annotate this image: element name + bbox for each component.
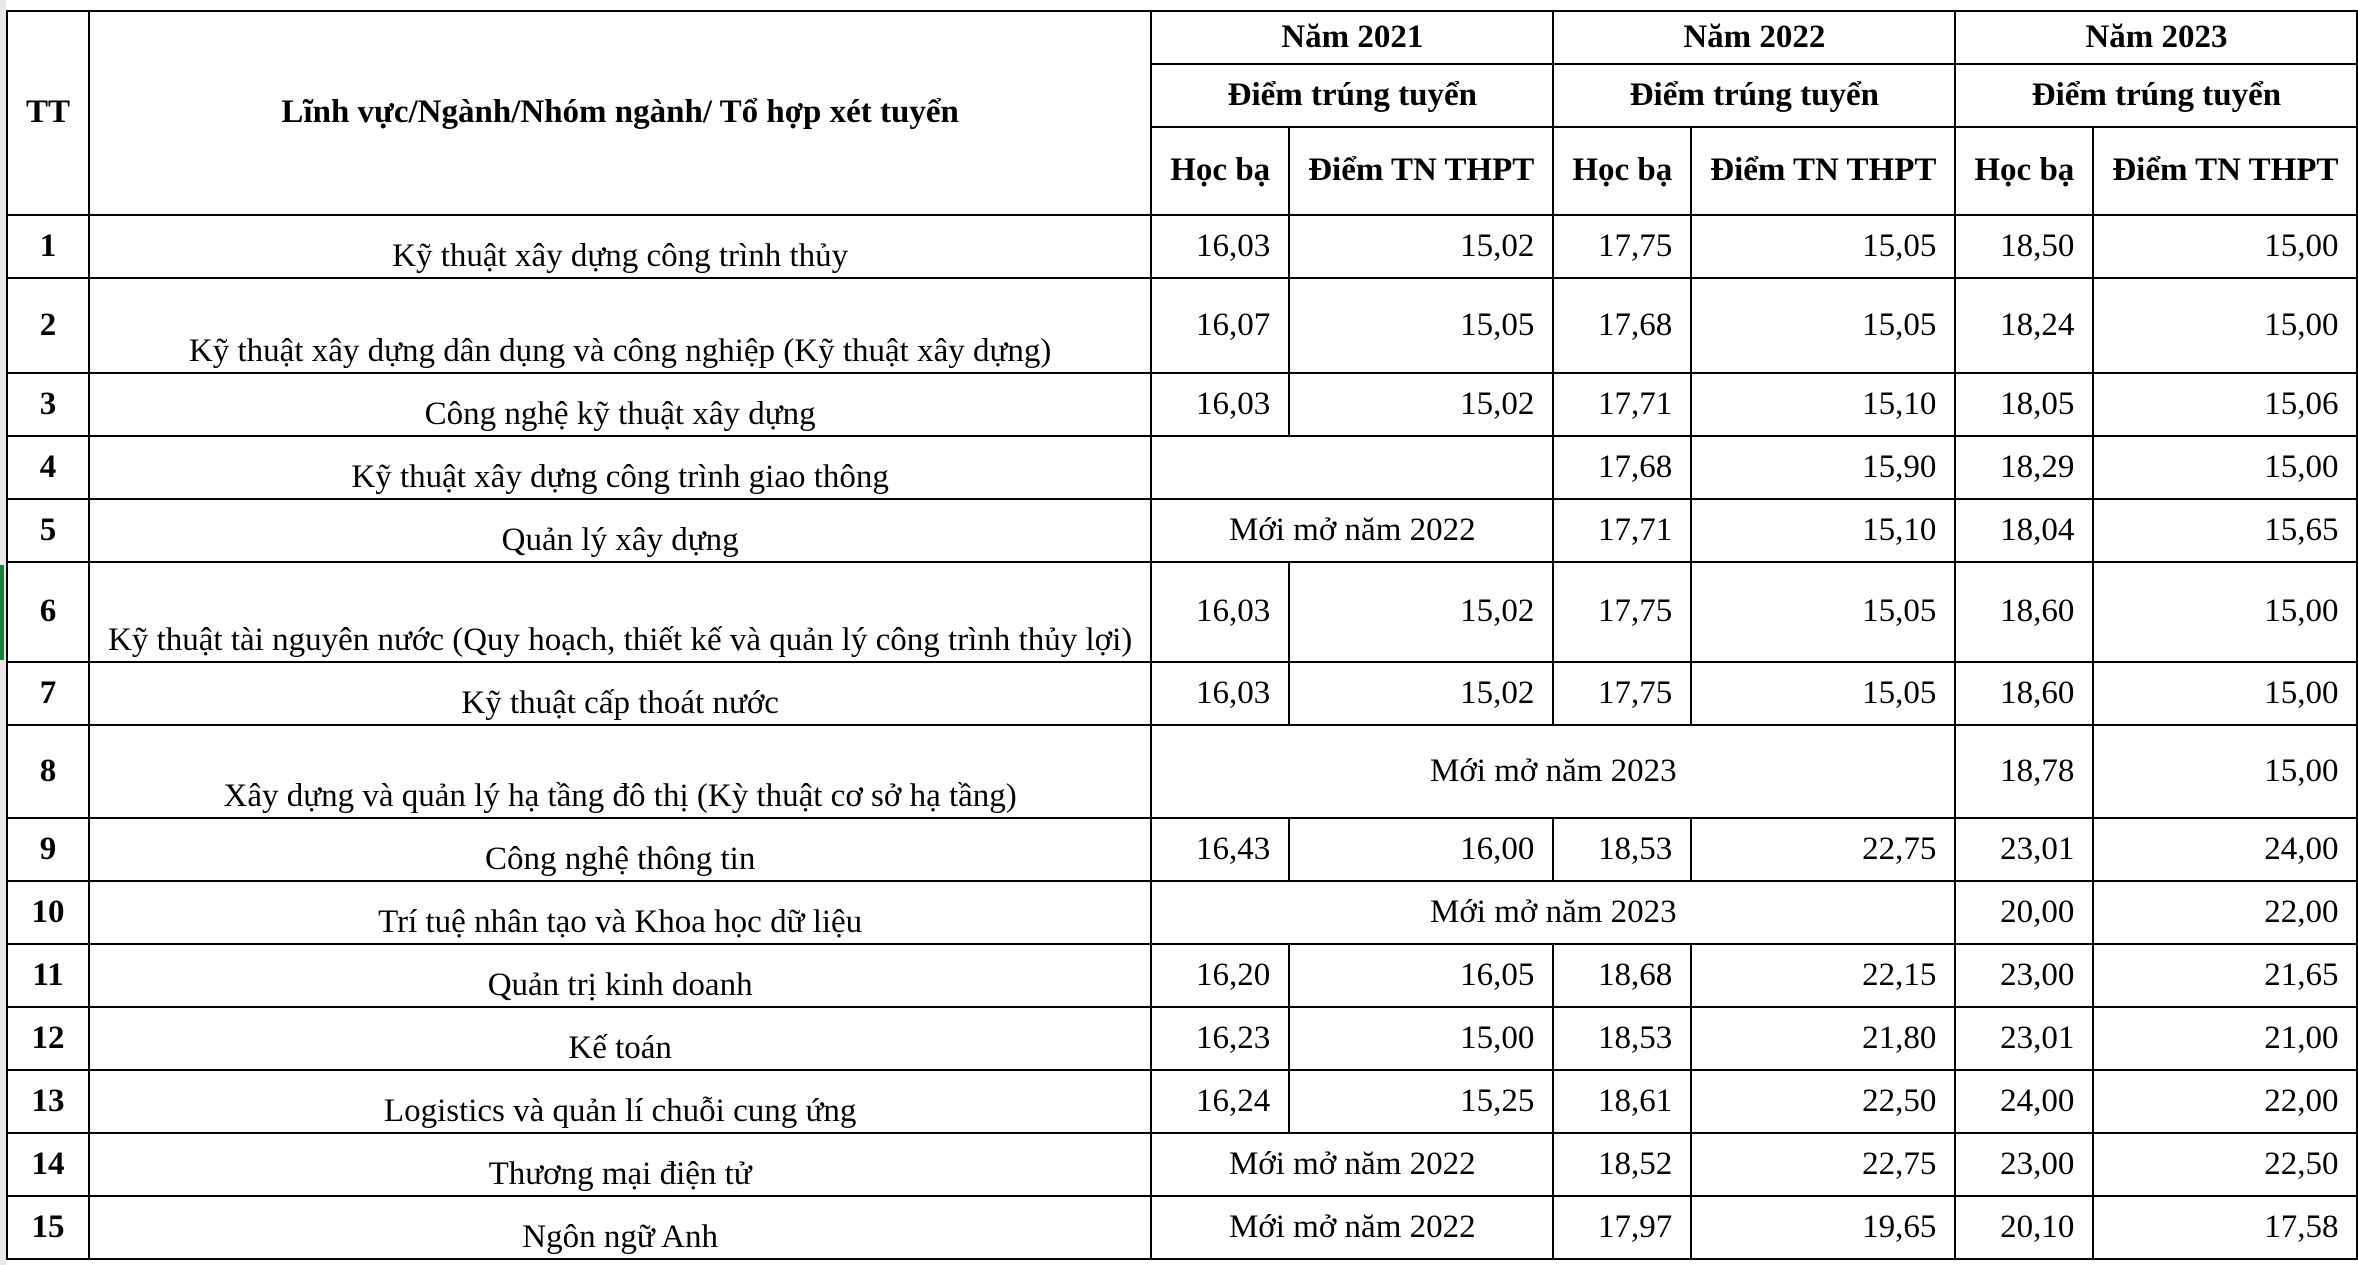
score-cell: 16,03 [1151, 662, 1289, 725]
major-name: Công nghệ kỹ thuật xây dựng [89, 373, 1151, 436]
new-program-note: Mới mở năm 2022 [1151, 1196, 1553, 1259]
score-cell: 15,65 [2093, 499, 2357, 562]
major-name: Trí tuệ nhân tạo và Khoa học dữ liệu [89, 881, 1151, 944]
header-year-2023: Năm 2023 [1955, 11, 2357, 64]
score-cell: 22,50 [1691, 1070, 1955, 1133]
table-row [7, 436, 2357, 499]
table-row [7, 944, 2357, 1007]
new-program-note: Mới mở năm 2022 [1151, 1133, 1553, 1196]
header-thpt: Điểm TN THPT [1289, 127, 1553, 215]
header-score-label: Điểm trúng tuyển [1151, 64, 1553, 127]
score-cell: 24,00 [2093, 818, 2357, 881]
score-cell: 15,00 [2093, 278, 2357, 373]
row-selection-marker [0, 565, 4, 660]
header-thpt: Điểm TN THPT [1691, 127, 1955, 215]
score-cell: 22,15 [1691, 944, 1955, 1007]
admission-score-table [6, 10, 2358, 1260]
score-cell: 22,75 [1691, 818, 1955, 881]
table-row [7, 562, 2357, 662]
score-cell: 17,75 [1553, 215, 1691, 278]
table-row [7, 662, 2357, 725]
header-year-2022: Năm 2022 [1553, 11, 1955, 64]
score-cell: 18,61 [1553, 1070, 1691, 1133]
major-name: Kỹ thuật xây dựng dân dụng và công nghiệp (Kỹ thuật xây dựng) [89, 278, 1151, 373]
table-row [7, 1133, 2357, 1196]
new-program-note: Mới mở năm 2023 [1151, 881, 1955, 944]
score-cell: 24,00 [1955, 1070, 2093, 1133]
major-name: Kỹ thuật xây dựng công trình thủy [89, 215, 1151, 278]
score-cell: 21,80 [1691, 1007, 1955, 1070]
score-cell: 17,71 [1553, 499, 1691, 562]
row-number: 13 [7, 1070, 89, 1133]
score-cell: 15,00 [2093, 725, 2357, 818]
major-name: Thương mại điện tử [89, 1133, 1151, 1196]
table-row [7, 373, 2357, 436]
score-cell: 18,68 [1553, 944, 1691, 1007]
score-cell: 15,90 [1691, 436, 1955, 499]
row-number: 7 [7, 662, 89, 725]
score-cell: 15,02 [1289, 373, 1553, 436]
score-cell: 16,03 [1151, 215, 1289, 278]
score-cell: 15,05 [1289, 278, 1553, 373]
score-cell: 17,97 [1553, 1196, 1691, 1259]
score-cell: 18,05 [1955, 373, 2093, 436]
score-cell: 21,00 [2093, 1007, 2357, 1070]
header-field: Lĩnh vực/Ngành/Nhóm ngành/ Tổ hợp xét tuyển [89, 11, 1151, 215]
score-cell: 15,10 [1691, 499, 1955, 562]
row-number: 2 [7, 278, 89, 373]
score-cell: 15,02 [1289, 662, 1553, 725]
score-cell: 18,78 [1955, 725, 2093, 818]
score-cell: 15,00 [2093, 215, 2357, 278]
major-name: Xây dựng và quản lý hạ tầng đô thị (Kỳ thuật cơ sở hạ tầng) [89, 725, 1151, 818]
table-row [7, 215, 2357, 278]
score-cell: 18,24 [1955, 278, 2093, 373]
score-cell: 22,50 [2093, 1133, 2357, 1196]
header-row-years [7, 11, 2357, 64]
header-thpt: Điểm TN THPT [2093, 127, 2357, 215]
row-number: 9 [7, 818, 89, 881]
score-cell: 15,00 [2093, 436, 2357, 499]
score-cell: 23,01 [1955, 1007, 2093, 1070]
score-cell: 15,05 [1691, 215, 1955, 278]
score-cell: 15,02 [1289, 562, 1553, 662]
score-cell: 15,25 [1289, 1070, 1553, 1133]
score-cell: 17,71 [1553, 373, 1691, 436]
score-cell: 15,00 [2093, 662, 2357, 725]
new-program-note: Mới mở năm 2022 [1151, 499, 1553, 562]
score-cell: 16,00 [1289, 818, 1553, 881]
row-number: 15 [7, 1196, 89, 1259]
major-name: Công nghệ thông tin [89, 818, 1151, 881]
major-name: Kỹ thuật cấp thoát nước [89, 662, 1151, 725]
score-cell: 23,00 [1955, 1133, 2093, 1196]
score-cell: 15,05 [1691, 662, 1955, 725]
score-cell: 18,50 [1955, 215, 2093, 278]
header-score-label: Điểm trúng tuyển [1553, 64, 1955, 127]
major-name: Quản lý xây dựng [89, 499, 1151, 562]
table-row [7, 1007, 2357, 1070]
header-hocba: Học bạ [1553, 127, 1691, 215]
table-row [7, 725, 2357, 818]
major-name: Kế toán [89, 1007, 1151, 1070]
score-cell: 18,29 [1955, 436, 2093, 499]
header-hocba: Học bạ [1955, 127, 2093, 215]
score-cell: 22,00 [2093, 1070, 2357, 1133]
score-cell: 15,06 [2093, 373, 2357, 436]
row-number: 5 [7, 499, 89, 562]
row-number: 4 [7, 436, 89, 499]
score-cell: 23,00 [1955, 944, 2093, 1007]
score-cell: 17,75 [1553, 562, 1691, 662]
score-cell: 20,00 [1955, 881, 2093, 944]
score-cell: 17,68 [1553, 436, 1691, 499]
major-name: Logistics và quản lí chuỗi cung ứng [89, 1070, 1151, 1133]
header-score-label: Điểm trúng tuyển [1955, 64, 2357, 127]
table-row [7, 1196, 2357, 1259]
row-number: 1 [7, 215, 89, 278]
score-cell: 16,07 [1151, 278, 1289, 373]
score-cell: 15,05 [1691, 562, 1955, 662]
score-cell: 15,02 [1289, 215, 1553, 278]
table-row [7, 278, 2357, 373]
score-cell: 17,75 [1553, 662, 1691, 725]
score-cell: 15,05 [1691, 278, 1955, 373]
empty-cell [1151, 436, 1553, 499]
header-hocba: Học bạ [1151, 127, 1289, 215]
score-cell: 20,10 [1955, 1196, 2093, 1259]
score-cell: 16,03 [1151, 373, 1289, 436]
score-cell: 16,43 [1151, 818, 1289, 881]
score-cell: 17,58 [2093, 1196, 2357, 1259]
score-cell: 15,10 [1691, 373, 1955, 436]
table-row [7, 499, 2357, 562]
score-cell: 17,68 [1553, 278, 1691, 373]
score-cell: 16,20 [1151, 944, 1289, 1007]
table-row [7, 818, 2357, 881]
row-number: 8 [7, 725, 89, 818]
score-cell: 19,65 [1691, 1196, 1955, 1259]
score-cell: 18,60 [1955, 662, 2093, 725]
score-cell: 18,53 [1553, 818, 1691, 881]
score-cell: 23,01 [1955, 818, 2093, 881]
score-cell: 21,65 [2093, 944, 2357, 1007]
score-cell: 16,24 [1151, 1070, 1289, 1133]
score-cell: 18,52 [1553, 1133, 1691, 1196]
row-number: 11 [7, 944, 89, 1007]
score-cell: 18,04 [1955, 499, 2093, 562]
header-tt: TT [7, 11, 89, 215]
table-row [7, 1070, 2357, 1133]
table-row [7, 881, 2357, 944]
score-cell: 22,00 [2093, 881, 2357, 944]
score-cell: 18,60 [1955, 562, 2093, 662]
score-cell: 16,03 [1151, 562, 1289, 662]
score-cell: 22,75 [1691, 1133, 1955, 1196]
score-cell: 15,00 [1289, 1007, 1553, 1070]
major-name: Kỹ thuật xây dựng công trình giao thông [89, 436, 1151, 499]
major-name: Ngôn ngữ Anh [89, 1196, 1151, 1259]
score-cell: 16,05 [1289, 944, 1553, 1007]
major-name: Quản trị kinh doanh [89, 944, 1151, 1007]
score-cell: 15,00 [2093, 562, 2357, 662]
header-year-2021: Năm 2021 [1151, 11, 1553, 64]
score-cell: 18,53 [1553, 1007, 1691, 1070]
row-number: 10 [7, 881, 89, 944]
row-number: 12 [7, 1007, 89, 1070]
row-number: 6 [7, 562, 89, 662]
row-number: 3 [7, 373, 89, 436]
major-name: Kỹ thuật tài nguyên nước (Quy hoạch, thiết kế và quản lý công trình thủy lợi) [89, 562, 1151, 662]
score-cell: 16,23 [1151, 1007, 1289, 1070]
new-program-note: Mới mở năm 2023 [1151, 725, 1955, 818]
row-number: 14 [7, 1133, 89, 1196]
